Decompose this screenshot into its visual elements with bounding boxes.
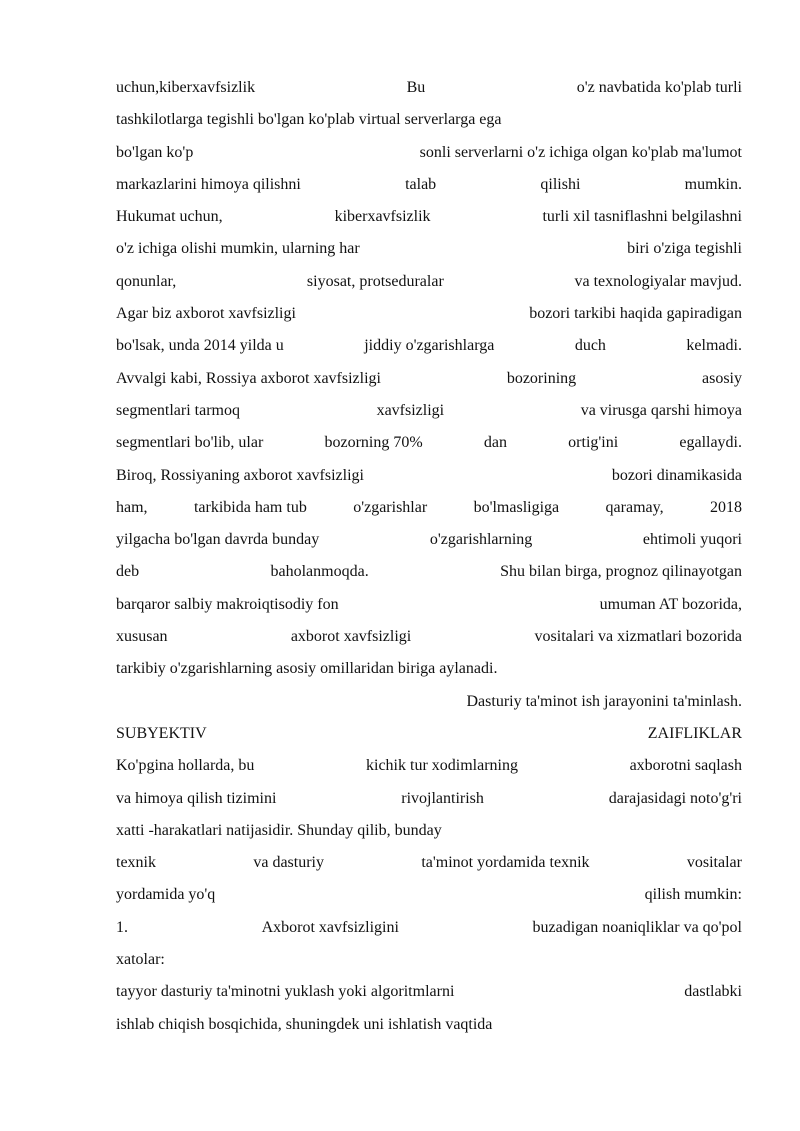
text-line xyxy=(116,175,742,207)
text-line xyxy=(116,724,742,756)
text-segment: buzadigan noaniqliklar va qo'pol xyxy=(532,918,742,936)
text-segment: xatti -harakatlari natijasidir. Shunday qilib, bunday xyxy=(116,821,442,839)
text-line xyxy=(116,885,742,917)
text-line xyxy=(116,401,742,433)
text-segment: 1. xyxy=(116,918,128,936)
text-segment: xavfsizligi xyxy=(376,401,445,419)
text-line xyxy=(116,272,742,304)
text-segment: va texnologiyalar mavjud. xyxy=(574,272,742,290)
text-segment: tayyor dasturiy ta'minotni yuklash yoki algoritmlarni xyxy=(116,983,455,1001)
text-segment: qilishi xyxy=(540,175,581,193)
text-segment: vositalar xyxy=(686,854,742,872)
text-segment: Axborot xavfsizligini xyxy=(261,918,399,936)
text-segment: Shu bilan birga, prognoz qilinayotgan xyxy=(500,563,742,581)
text-segment: dastlabki xyxy=(684,983,742,1001)
text-segment: mumkin. xyxy=(684,175,742,193)
text-segment: o'z navbatida ko'plab turli xyxy=(576,79,742,96)
text-segment: bo'lsak, unda 2014 yilda u xyxy=(116,337,284,355)
text-line xyxy=(116,595,742,627)
text-segment: tashkilotlarga tegishli bo'lgan ko'plab virtual serverlarga ega xyxy=(116,111,502,129)
text-segment: kelmadi. xyxy=(686,337,742,355)
text-segment: Biroq, Rossiyaning axborot xavfsizligi xyxy=(116,466,364,484)
text-segment: o'zgarishlar xyxy=(353,498,428,516)
text-segment: 2018 xyxy=(710,498,742,516)
text-line xyxy=(116,239,742,271)
text-segment: o'z ichiga olishi mumkin, ularning har xyxy=(116,240,360,258)
text-segment: yilgacha bo'lgan davrda bunday xyxy=(116,531,320,549)
text-segment: segmentlari bo'lib, ular xyxy=(116,434,264,452)
text-segment: yordamida yo'q xyxy=(116,886,216,904)
text-segment: ehtimoli yuqori xyxy=(642,531,742,549)
text-line xyxy=(116,143,742,175)
text-segment: o'zgarishlarning xyxy=(429,531,533,549)
text-line xyxy=(116,918,742,950)
text-segment: Avvalgi kabi, Rossiya axborot xavfsizligi xyxy=(116,369,381,387)
text-segment: tarkibiy o'zgarishlarning asosiy omillaridan biriga aylanadi. xyxy=(116,660,498,678)
text-line xyxy=(116,562,742,594)
text-segment: Hukumat uchun, xyxy=(116,208,223,226)
text-segment: ham, xyxy=(116,498,148,516)
text-segment: bozori dinamikasida xyxy=(611,466,742,484)
text-segment: egallaydi. xyxy=(679,434,742,452)
text-segment: bo'lgan ko'p xyxy=(116,143,194,161)
text-segment: bozori tarkibi haqida gapiradigan xyxy=(529,305,742,323)
text-line xyxy=(116,530,742,562)
text-segment: markazlarini himoya qilishni xyxy=(116,175,301,193)
text-segment: turli xil tasniflashni belgilashni xyxy=(542,208,742,226)
text-segment: Ko'pgina hollarda, bu xyxy=(116,757,255,775)
text-line xyxy=(116,433,742,465)
text-line xyxy=(116,304,742,336)
text-segment: sonli serverlarni o'z ichiga olgan ko'plab ma'lumot xyxy=(419,143,742,161)
text-segment: bozorning 70% xyxy=(324,434,423,452)
text-segment: asosiy xyxy=(701,369,742,387)
text-segment: kichik tur xodimlarning xyxy=(366,757,518,775)
text-segment: axborot xavfsizligi xyxy=(290,628,412,646)
text-segment: ta'minot yordamida texnik xyxy=(421,854,590,872)
text-segment: ortig'ini xyxy=(568,434,619,452)
text-segment: bozorining xyxy=(506,369,577,387)
text-segment: biri o'ziga tegishli xyxy=(627,240,742,258)
text-segment: uchun,kiberxavfsizlik xyxy=(116,79,256,96)
text-line xyxy=(116,950,742,982)
text-segment: umuman AT bozorida, xyxy=(599,595,742,613)
text-line xyxy=(116,466,742,498)
text-segment: xatolar: xyxy=(116,951,165,969)
text-line xyxy=(116,369,742,401)
text-segment: Agar biz axborot xavfsizligi xyxy=(116,305,296,323)
text-line xyxy=(116,789,742,821)
text-segment: talab xyxy=(405,175,437,193)
text-segment: xususan xyxy=(116,628,168,646)
text-segment: qaramay, xyxy=(605,498,664,516)
text-line xyxy=(116,756,742,788)
text-segment: Bu xyxy=(406,79,426,96)
text-line xyxy=(116,78,742,110)
text-line xyxy=(116,659,742,691)
text-line xyxy=(116,1015,742,1047)
text-line xyxy=(116,982,742,1014)
text-segment: bo'lmasligiga xyxy=(473,498,560,516)
text-segment: va himoya qilish tizimini xyxy=(116,789,277,807)
text-segment: va virusga qarshi himoya xyxy=(580,401,742,419)
text-segment: Dasturiy ta'minot ish jarayonini ta'minlash. xyxy=(466,692,742,710)
text-segment: barqaror salbiy makroiqtisodiy fon xyxy=(116,595,339,613)
text-segment: texnik xyxy=(116,854,156,872)
text-line xyxy=(116,821,742,853)
text-segment: jiddiy o'zgarishlarga xyxy=(364,337,495,355)
text-segment: tarkibida ham tub xyxy=(193,498,307,516)
text-segment: ZAIFLIKLAR xyxy=(647,724,742,742)
document-body xyxy=(116,78,742,1047)
text-line xyxy=(116,627,742,659)
text-segment: baholanmoqda. xyxy=(270,563,369,581)
text-line xyxy=(116,110,742,142)
text-line xyxy=(116,498,742,530)
text-segment: duch xyxy=(574,337,606,355)
text-segment: vositalari va xizmatlari bozorida xyxy=(534,628,742,646)
text-segment: darajasidagi noto'g'ri xyxy=(608,789,742,807)
text-segment: ishlab chiqish bosqichida, shuningdek uni ishlatish vaqtida xyxy=(116,1015,493,1033)
text-segment: SUBYEKTIV xyxy=(116,724,207,742)
text-segment: axborotni saqlash xyxy=(629,757,742,775)
text-segment: segmentlari tarmoq xyxy=(116,401,240,419)
text-segment: dan xyxy=(483,434,507,452)
text-segment: va dasturiy xyxy=(253,854,324,872)
text-segment: qonunlar, xyxy=(116,272,177,290)
text-segment: siyosat, protseduralar xyxy=(306,272,444,290)
text-segment: deb xyxy=(116,563,140,581)
text-line xyxy=(116,692,742,724)
text-segment: qilish mumkin: xyxy=(644,886,742,904)
text-segment: kiberxavfsizlik xyxy=(334,208,431,226)
text-line xyxy=(116,336,742,368)
text-line xyxy=(116,207,742,239)
text-segment: rivojlantirish xyxy=(401,789,484,807)
text-line xyxy=(116,853,742,885)
